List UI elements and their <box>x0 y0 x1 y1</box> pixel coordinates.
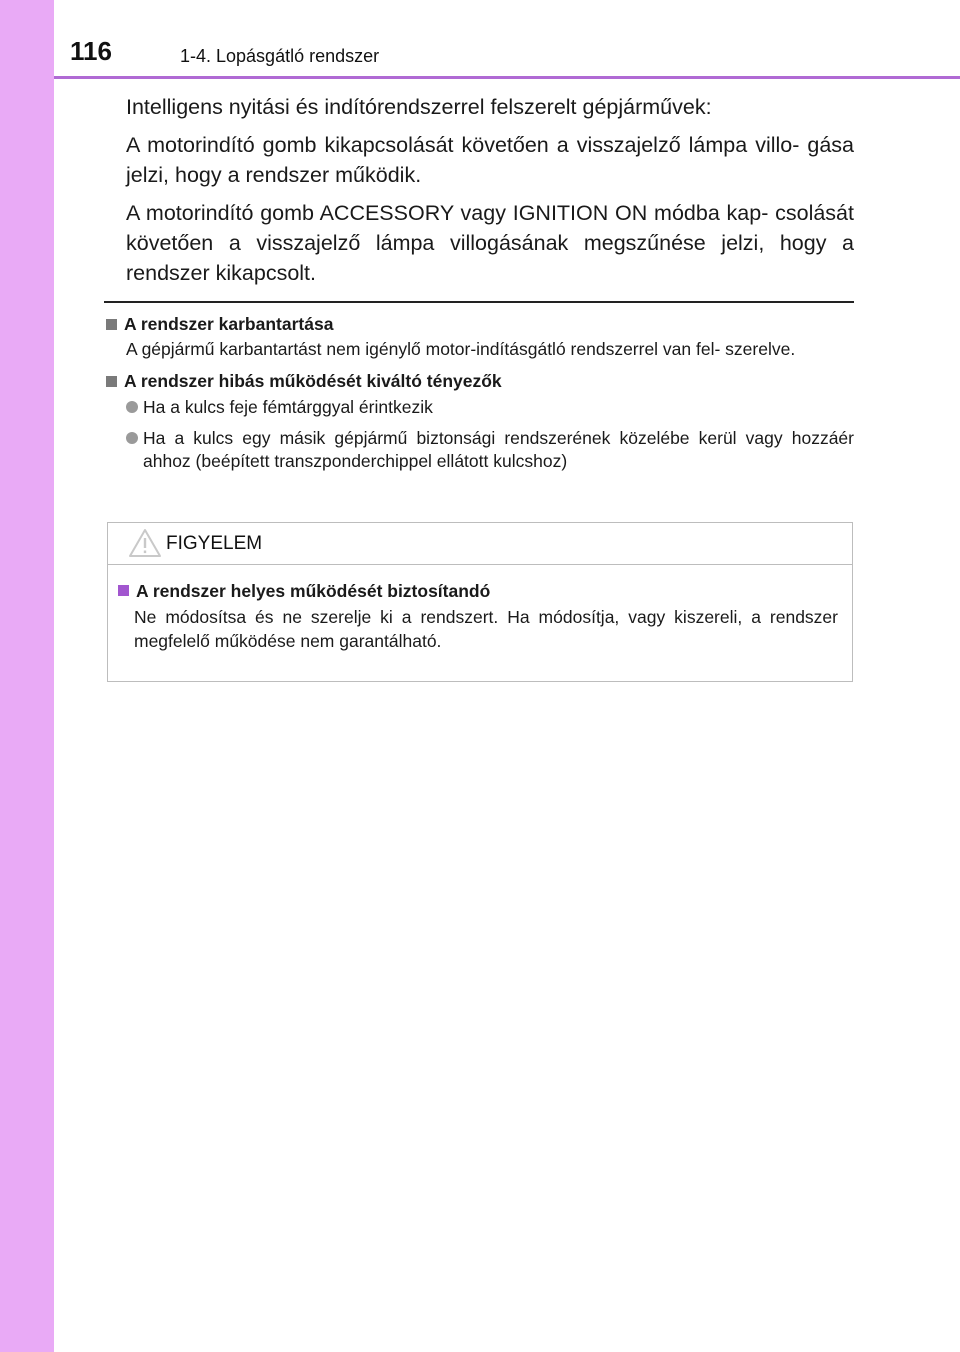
note-title-faults-text: A rendszer hibás működését kiváltó tényezők <box>124 371 502 391</box>
square-bullet-icon <box>118 585 129 596</box>
warning-title <box>118 579 838 603</box>
warning-label: FIGYELEM <box>166 533 263 554</box>
page-number: 116 <box>70 36 112 66</box>
list-item <box>126 427 854 473</box>
round-bullet-icon <box>126 432 138 444</box>
warning-box <box>107 522 853 682</box>
square-bullet-icon <box>106 376 117 387</box>
list-item-text: Ha a kulcs feje fémtárggyal érintkezik <box>143 397 433 417</box>
sidebar-tab <box>0 0 54 1352</box>
header-rule <box>54 76 960 79</box>
note-text-maintenance: A gépjármű karbantartást nem igénylő motor-indításgátló rendszerrel van fel- szerelve. <box>126 339 796 359</box>
note-title-maintenance <box>106 313 854 336</box>
intro-paragraph-2: A motorindító gomb ACCESSORY vagy IGNITION ON módba kap- csolását követően a visszajelző lámpa villogásának megszűnése jelzi, hogy a rendszer kikapcsolt. <box>126 201 854 285</box>
warning-text: Ne módosítsa és ne szerelje ki a rendszert. Ha módosítja, vagy kiszereli, a rendszer megfelelő működése nem garantálható. <box>134 607 838 651</box>
warning-header <box>108 523 852 565</box>
section-divider <box>104 301 854 303</box>
intro-paragraph-1: A motorindító gomb kikapcsolását követően a visszajelző lámpa villo- gása jelzi, hogy a rendszer működik. <box>126 133 854 187</box>
round-bullet-icon <box>126 401 138 413</box>
note-title-maintenance-text: A rendszer karbantartása <box>124 314 334 334</box>
list-item-text: Ha a kulcs egy másik gépjármű biztonsági rendszerének közelébe kerül vagy hozzáér ahhoz (beépített transzponderchippel ellátott kulcshoz) <box>143 428 854 471</box>
square-bullet-icon <box>106 319 117 330</box>
warning-triangle-icon <box>128 528 162 563</box>
notes-section <box>106 313 854 481</box>
section-title: 1-4. Lopásgátló rendszer <box>180 46 380 66</box>
intro-heading: Intelligens nyitási és indítórendszerrel felszerelt gépjárművek: <box>126 95 712 119</box>
warning-title-text: A rendszer helyes működését biztosítandó <box>136 581 491 601</box>
intro-section <box>126 92 854 296</box>
list-item <box>126 396 854 419</box>
warning-body <box>108 565 852 653</box>
note-title-faults <box>106 370 854 393</box>
